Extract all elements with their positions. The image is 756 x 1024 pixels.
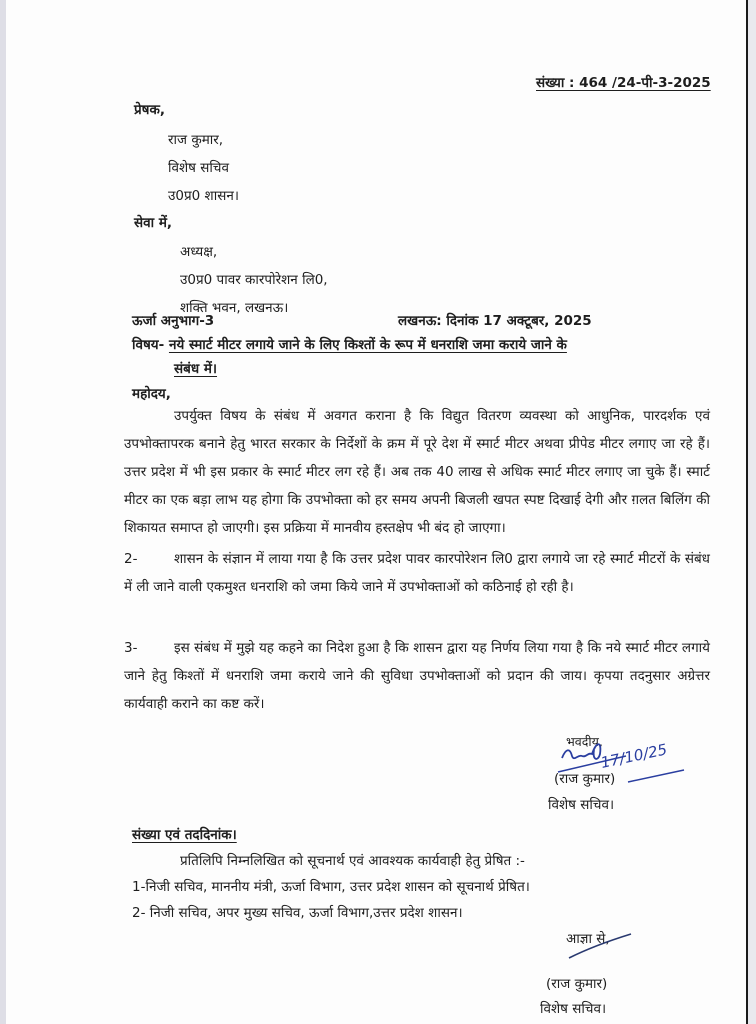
sender-designation: विशेष सचिव bbox=[168, 160, 229, 176]
salutation: महोदय, bbox=[132, 386, 171, 402]
endorsement-item-1: 1-निजी सचिव, माननीय मंत्री, ऊर्जा विभाग, उत्तर प्रदेश शासन को सूचनार्थ प्रेषित। bbox=[132, 879, 530, 895]
paragraph-3-text: इस संबंध में मुझे यह कहने का निदेश हुआ है कि शासन द्वारा यह निर्णय लिया गया है कि नये स्मार्ट मीटर लगाये जाने हेतु किश्तों में धनराशि जमा कराये जाने की सुविधा उपभोक्ताओं को प्रदान की जाय। कृपया तदनुसार अग्रेत्तर कार्यवाही कराने का कष्ट करें। bbox=[124, 640, 710, 712]
paragraph-1: उपर्युक्त विषय के संबंध में अवगत कराना है कि विद्युत वितरण व्यवस्था को आधुनिक, पारदर्शक एवं उपभोक्तापरक बनाने हेतु भारत सरकार के निर्देशों के क्रम में पूरे देश में स्मार्ट मीटर अथवा प्रीपेड मीटर लगाए जा रहे हैं। उत्तर प्रदेश में भी इस प्रकार के स्मार्ट मीटर लग रहे हैं। अब तक 40 लाख से अधिक स्मार्ट मीटर लगाए जा चुके हैं। स्मार्ट मीटर का एक बड़ा लाभ यह होगा कि उपभोक्ता को हर समय अपनी बिजली खपत स्पष्ट दिखाई देगी और ग़लत बिलिंग की शिकायत समाप्त हो जाएगी। इस प्रक्रिया में मानवीय हस्तक्षेप भी बंद हो जाएगा। bbox=[124, 408, 710, 536]
signature-date: 17/10/25 bbox=[599, 740, 669, 772]
recipient-title: अध्यक्ष, bbox=[180, 244, 218, 260]
sender-name: राज कुमार, bbox=[168, 132, 224, 148]
subject-line-1 bbox=[132, 336, 567, 354]
endorsement-designation: विशेष सचिव। bbox=[540, 1001, 607, 1017]
sender-label: प्रेषक, bbox=[134, 102, 165, 118]
valediction: भवदीय, bbox=[566, 734, 603, 749]
paragraph-3-number: 3- bbox=[124, 640, 138, 656]
paragraph-2 bbox=[124, 545, 710, 601]
endorsement-item-2: 2- निजी सचिव, अपर मुख्य सचिव, ऊर्जा विभाग,उत्तर प्रदेश शासन। bbox=[132, 905, 463, 921]
recipient-organization: उ0प्र0 पावर कारपोरेशन लि0, bbox=[180, 272, 328, 288]
place-date: लखनऊ: दिनांक 17 अक्टूबर, 2025 bbox=[398, 313, 592, 329]
recipient-label: सेवा में, bbox=[134, 215, 173, 231]
recipient-address: शक्ति भवन, लखनऊ। bbox=[180, 300, 289, 316]
by-order: आज्ञा से, bbox=[566, 931, 610, 947]
closing-name: (राज कुमार) bbox=[554, 771, 616, 787]
endorsement-heading: संख्या एवं तददिनांक। bbox=[132, 827, 237, 843]
paragraph-3 bbox=[124, 634, 710, 718]
subject-text: नये स्मार्ट मीटर लगाये जाने के लिए किश्तों के रूप में धनराशि जमा कराये जाने के bbox=[168, 337, 567, 353]
closing-designation: विशेष सचिव। bbox=[548, 797, 615, 813]
paragraph-2-number: 2- bbox=[124, 551, 138, 567]
subject-label: विषय- bbox=[132, 337, 165, 353]
endorsement-name: (राज कुमार) bbox=[546, 976, 608, 992]
endorsement-intro: प्रतिलिपि निम्नलिखित को सूचनार्थ एवं आवश्यक कार्यवाही हेतु प्रेषित :- bbox=[180, 853, 525, 869]
reference-number: संख्या : 464 /24-पी-3-2025 bbox=[536, 75, 711, 91]
section-name: ऊर्जा अनुभाग-3 bbox=[132, 313, 215, 329]
initial-stroke bbox=[565, 930, 635, 962]
subject-line-2: संबंध में। bbox=[174, 361, 218, 377]
sender-office: उ0प्र0 शासन। bbox=[168, 188, 239, 204]
paragraph-2-text: शासन के संज्ञान में लाया गया है कि उत्तर प्रदेश पावर कारपोरेशन लि0 द्वारा लगाये जा रहे स्मार्ट मीटरों के संबंध में ली जाने वाली एकमुश्त धनराशि को जमा किये जाने में उपभोक्ताओं को कठिनाई हो रही है। bbox=[124, 551, 710, 595]
